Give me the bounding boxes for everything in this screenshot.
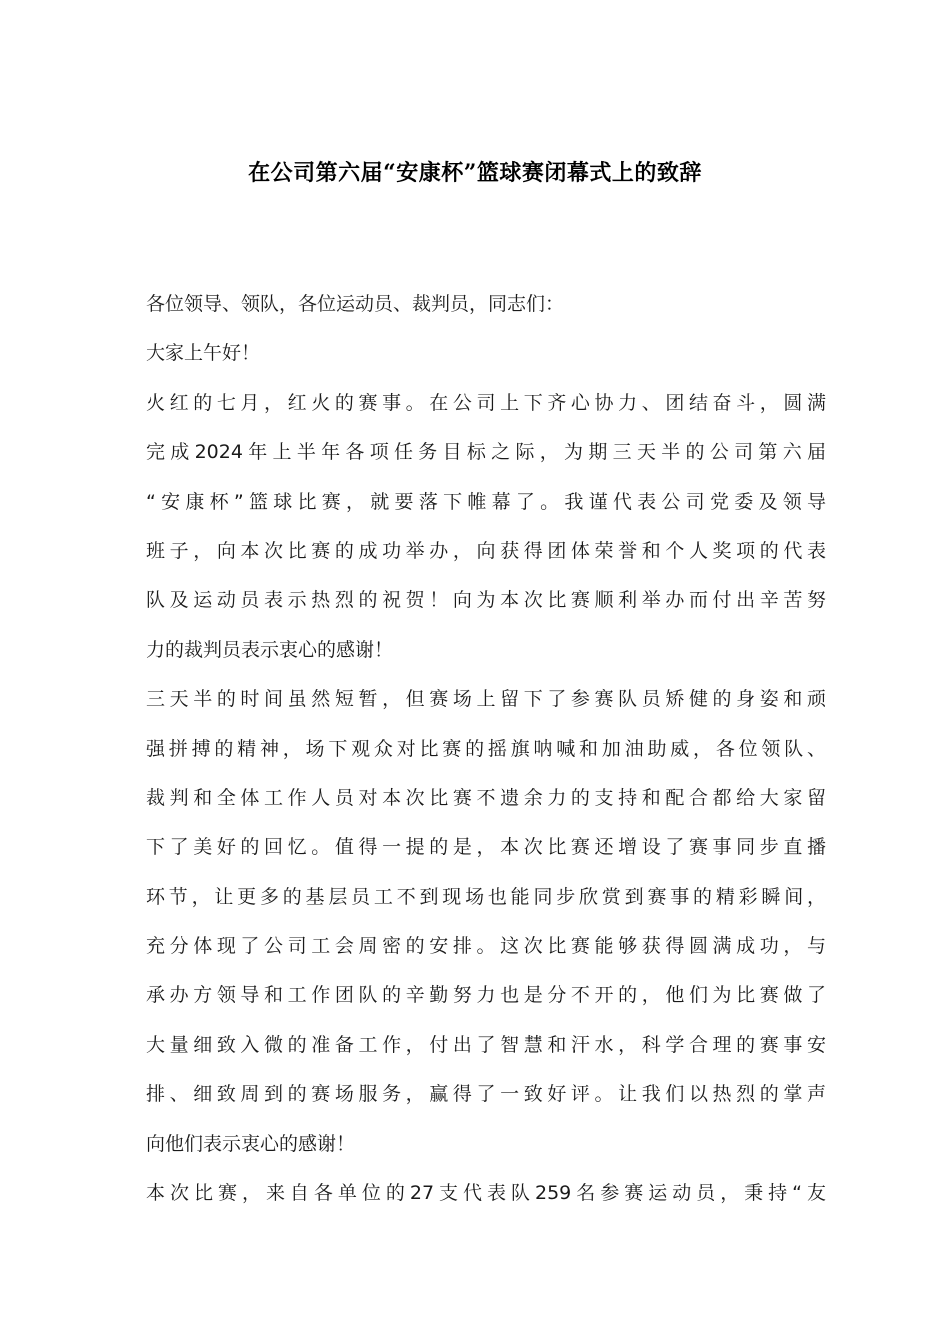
body-line: 环节，让更多的基层员工不到现场也能同步欣赏到赛事的精彩瞬间，: [146, 885, 826, 908]
body-line: 力的裁判员表示衷心的感谢！: [146, 638, 394, 661]
body-line: 队及运动员表示热烈的祝贺！向为本次比赛顺利举办而付出辛苦努: [146, 589, 826, 612]
body-line: 充分体现了公司工会周密的安排。这次比赛能够获得圆满成功，与: [146, 935, 826, 958]
body-line: 排、细致周到的赛场服务，赢得了一致好评。让我们以热烈的掌声: [146, 1083, 826, 1106]
body-line: 班子，向本次比赛的成功举办，向获得团体荣誉和个人奖项的代表: [146, 539, 826, 562]
body-line: 强拼搏的精神，场下观众对比赛的摇旗呐喊和加油助威，各位领队、: [146, 737, 826, 760]
body-line: 火红的七月，红火的赛事。在公司上下齐心协力、团结奋斗，圆满: [146, 391, 826, 414]
document-body: [146, 280, 826, 1218]
body-line: 本次比赛，来自各单位的27支代表队259名参赛运动员，秉持“友: [146, 1182, 826, 1205]
body-line: 承办方领导和工作团队的辛勤努力也是分不开的，他们为比赛做了: [146, 984, 826, 1007]
body-line: 大家上午好！: [146, 342, 261, 365]
body-line: 大量细致入微的准备工作，付出了智慧和汗水，科学合理的赛事安: [146, 1033, 826, 1056]
body-line: “安康杯”篮球比赛，就要落下帷幕了。我谨代表公司党委及领导: [146, 490, 826, 513]
body-line: 各位领导、领队，各位运动员、裁判员，同志们：: [146, 293, 565, 315]
body-line: 完成2024年上半年各项任务目标之际，为期三天半的公司第六届: [146, 441, 826, 464]
body-line: 向他们表示衷心的感谢！: [146, 1132, 356, 1155]
document-title: 在公司第六届“安康杯”篮球赛闭幕式上的致辞: [248, 160, 702, 186]
body-line: 裁判和全体工作人员对本次比赛不遗余力的支持和配合都给大家留: [146, 786, 826, 809]
body-line: 三天半的时间虽然短暂，但赛场上留下了参赛队员矫健的身姿和顽: [146, 688, 826, 711]
body-line: 下了美好的回忆。值得一提的是，本次比赛还增设了赛事同步直播: [146, 836, 826, 859]
